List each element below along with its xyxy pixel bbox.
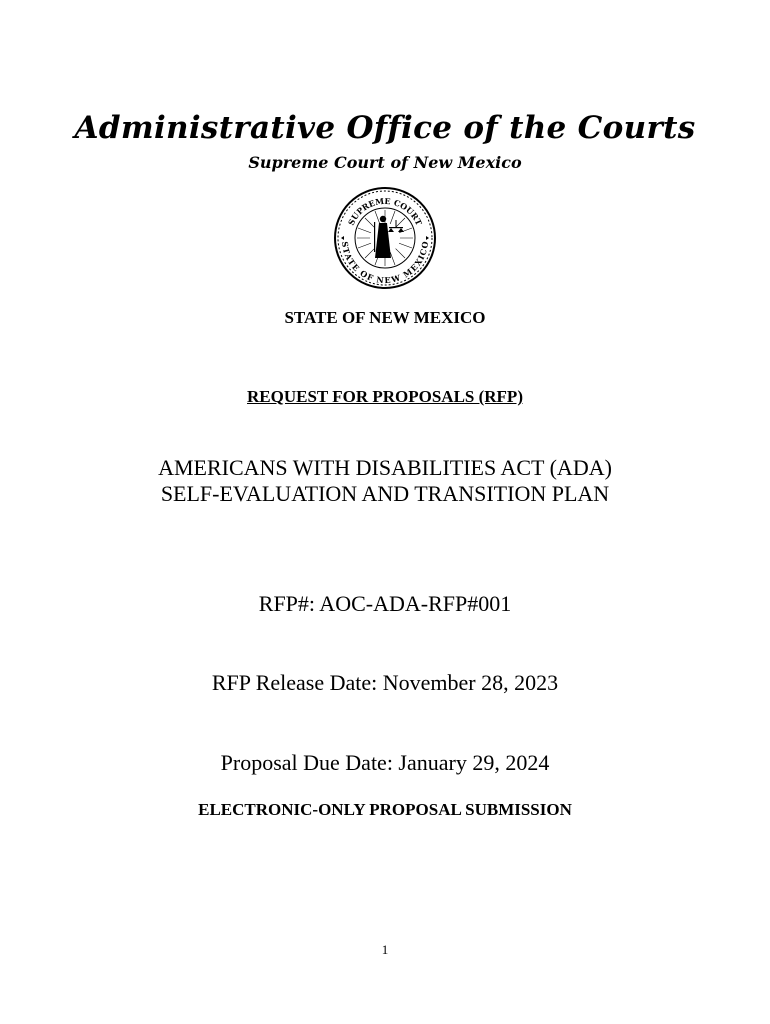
- project-title-line-1: AMERICANS WITH DISABILITIES ACT (ADA): [158, 455, 612, 480]
- proposal-due-date: Proposal Due Date: January 29, 2024: [220, 750, 550, 775]
- court-subtitle: Supreme Court of New Mexico: [248, 153, 522, 172]
- svg-text:SUPREME COURT: SUPREME COURT: [345, 195, 425, 227]
- state-heading: STATE OF NEW MEXICO: [284, 308, 486, 327]
- submission-type: ELECTRONIC-ONLY PROPOSAL SUBMISSION: [198, 800, 572, 819]
- release-date: RFP Release Date: November 28, 2023: [211, 670, 559, 695]
- svg-text:STATE OF NEW MEXICO: STATE OF NEW MEXICO: [339, 240, 431, 286]
- project-title-line-2: SELF-EVALUATION AND TRANSITION PLAN: [160, 481, 610, 506]
- rfp-heading: REQUEST FOR PROPOSALS (RFP): [247, 387, 523, 406]
- office-title: Administrative Office of the Courts: [74, 110, 696, 146]
- page-number: 1: [381, 942, 389, 957]
- rfp-number: RFP#: AOC-ADA-RFP#001: [258, 591, 512, 616]
- court-seal-icon: [331, 186, 439, 290]
